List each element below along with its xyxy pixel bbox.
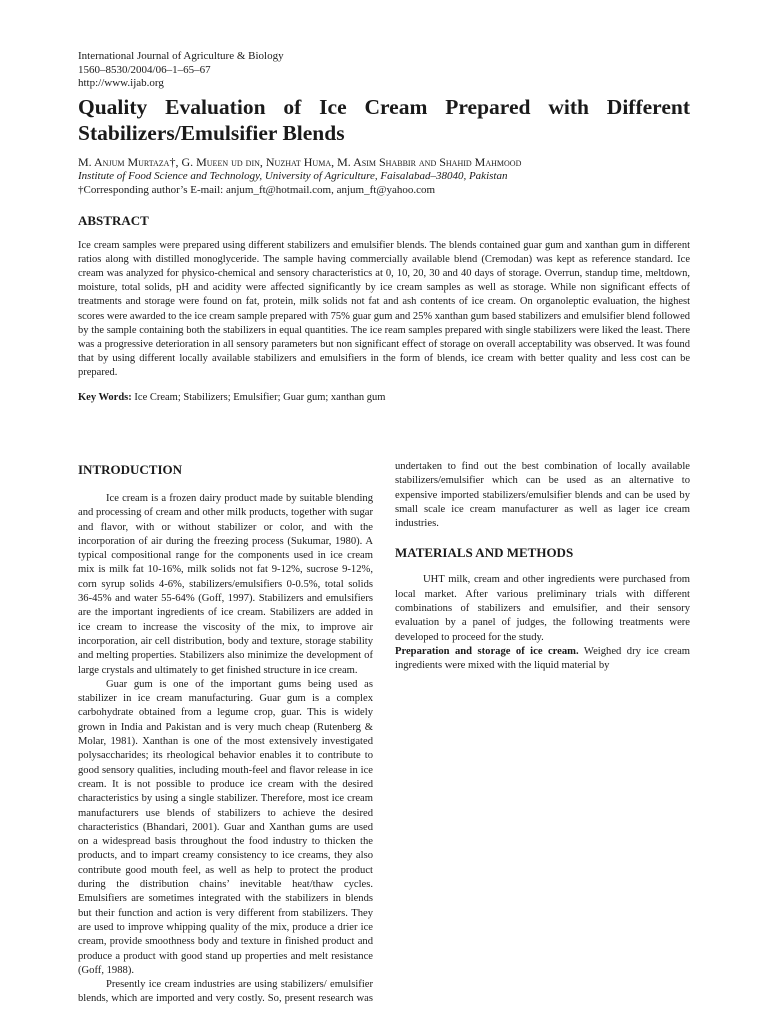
- journal-name: International Journal of Agriculture & Biology: [78, 50, 284, 62]
- keywords-label: Key Words:: [78, 391, 132, 403]
- journal-header: [78, 50, 690, 91]
- methods-heading: MATERIALS AND METHODS: [395, 545, 574, 561]
- intro-paragraph-1: Ice cream is a frozen dairy product made by suitable blending and processing of cream and other milk products, together with sugar and flavor, with or without stabilizer or color, and with the incorporation of air during the freezing process (Sukumar, 1980). A typical compositional range for the components used in ice cream mix is milk fat 10-16%, milk solids not fat 9-12%, sucrose 9-12%, corn syrup solids 4-6%, stabilizers/emulsifiers 0-0.5%, total solids 36-45% and water 55-64% (Goff, 1997). Stabilizers and emulsifiers are the important ingredients of ice cream. Stabilizers are added in ice cream to increase the viscosity of the mix, to improve air incorporation, air cell distribution, body and texture, storage stability and melting properties. Stabilizers also minimize the development of large crystals and ultimately to get finished structure in ice cream.: [78, 493, 373, 676]
- intro-paragraph-2: Guar gum is one of the important gums being used as stabilizer in ice cream manufacturing. Guar gum is a complex carbohydrate obtained from a legume crop, guar. This is widely grown in India and Pakistan and is very much cheap (Rutenberg & Molar, 1981). Xanthan is one of the most extensively investigated polysaccharides; its rheological behavior enables it to contribute to good sensory qualities, including mouth-feel and flavor release in ice cream. It is not possible to produce ice cream with the desired characteristics by using a single stabilizer. Therefore, most ice cream manufacturers use blends of stabilizers to achieve the desired characteristics (Bhandari, 2001). Guar and Xanthan gums are used on a widespread basis throughout the food industry to thicken the products, and to impart creamy consistency to ice creams, they also contribute good mouth feel, as well as help to protect the product during the distribution chains’ inevitable heat/thaw cycles. Emulsifiers are sometimes integrated with the stabilizers in blends but their function and action is very different from stabilizers. They are used to improve whipping quality of the mix, produce a drier ice cream, provide smoothness body and texture in finished product and produce a product with good stand up properties and melt resistance (Goff, 1988).: [78, 678, 373, 976]
- affiliation: Institute of Food Science and Technology, University of Agriculture, Faisalabad–38040, Pakistan: [78, 169, 508, 182]
- author-list: M. Anjum Murtaza†, G. Mueen ud din, Nuzhat Huma, M. Asim Shabbir and Shahid Mahmood: [78, 154, 522, 169]
- corresponding-author: †Corresponding author’s E-mail: anjum_ft@hotmail.com, anjum_ft@yahoo.com: [78, 183, 436, 196]
- journal-url[interactable]: http://www.ijab.org: [78, 77, 164, 89]
- introduction-heading: INTRODUCTION: [78, 462, 183, 477]
- keywords: [78, 391, 690, 405]
- methods-paragraph-2: [395, 645, 690, 674]
- body-text: [78, 460, 690, 1016]
- methods-runin-text: Weighed dry ice cream ingredients were mixed with the liquid material by: [395, 645, 691, 672]
- paper-page: [78, 50, 690, 405]
- journal-issn: 1560–8530/2004/06–1–65–67: [78, 63, 211, 76]
- methods-paragraph-1: UHT milk, cream and other ingredients were purchased from local market. After various preliminary trials with different combinations of stabilizers and emulsifier, and their sensory evaluation by a panel of judges, the following treatments were developed to proceed for the study.: [395, 574, 690, 643]
- methods-runin-heading: Preparation and storage of ice cream.: [395, 645, 579, 657]
- keywords-text: Ice Cream; Stabilizers; Emulsifier; Guar gum; xanthan gum: [134, 391, 386, 403]
- intro-paragraph-3: Presently ice cream industries are using stabilizers/ emulsifier blends, which are imported and very costly. So, present research was undertaken to find out the best combination of locally available stabilizers/emulsifier which can be used as an alternative to expensive imported stabilizers/emulsifier blends and can be used by small scale ice cream manufacturer as well as lager ice cream industries.: [78, 461, 690, 1005]
- abstract-text: Ice cream samples were prepared using different stabilizers and emulsifier blends. The blends contained guar gum and xanthan gum in different ratios along with distilled monoglyceride. The sample having commercially available blend (Cremodan) was kept as reference standard. Ice cream was analyzed for physico-chemical and sensory characteristics at 0, 10, 20, 30 and 40 days of storage. Overrun, standup time, meltdown, moisture, total solids, pH and acidity were affected significantly by ice cream samples as well as storage. While non significant effects of treatments and storage were found on fat, protein, milk solids not fat and ash contents of ice cream. On organoleptic evaluation, the highest scores were awarded to the ice cream sample prepared with 75% guar gum and 25% xanthan gum based stabilizers and emulsifier blend followed by the sample containing both the stabilizers in equal quantities. The ice ream samples prepared with single stabilizers were liked the least. There was a progressive deterioration in all sensory parameters but non significant effect of storage on overall acceptability was observed. It was found that by using different locally available stabilizers and emulsifiers in the form of blends, ice cream with better quality and less cost can be prepared.: [78, 239, 690, 379]
- paper-title: Quality Evaluation of Ice Cream Prepared with Different Stabilizers/Emulsifier Blends: [78, 94, 690, 145]
- abstract-heading: ABSTRACT: [78, 212, 149, 228]
